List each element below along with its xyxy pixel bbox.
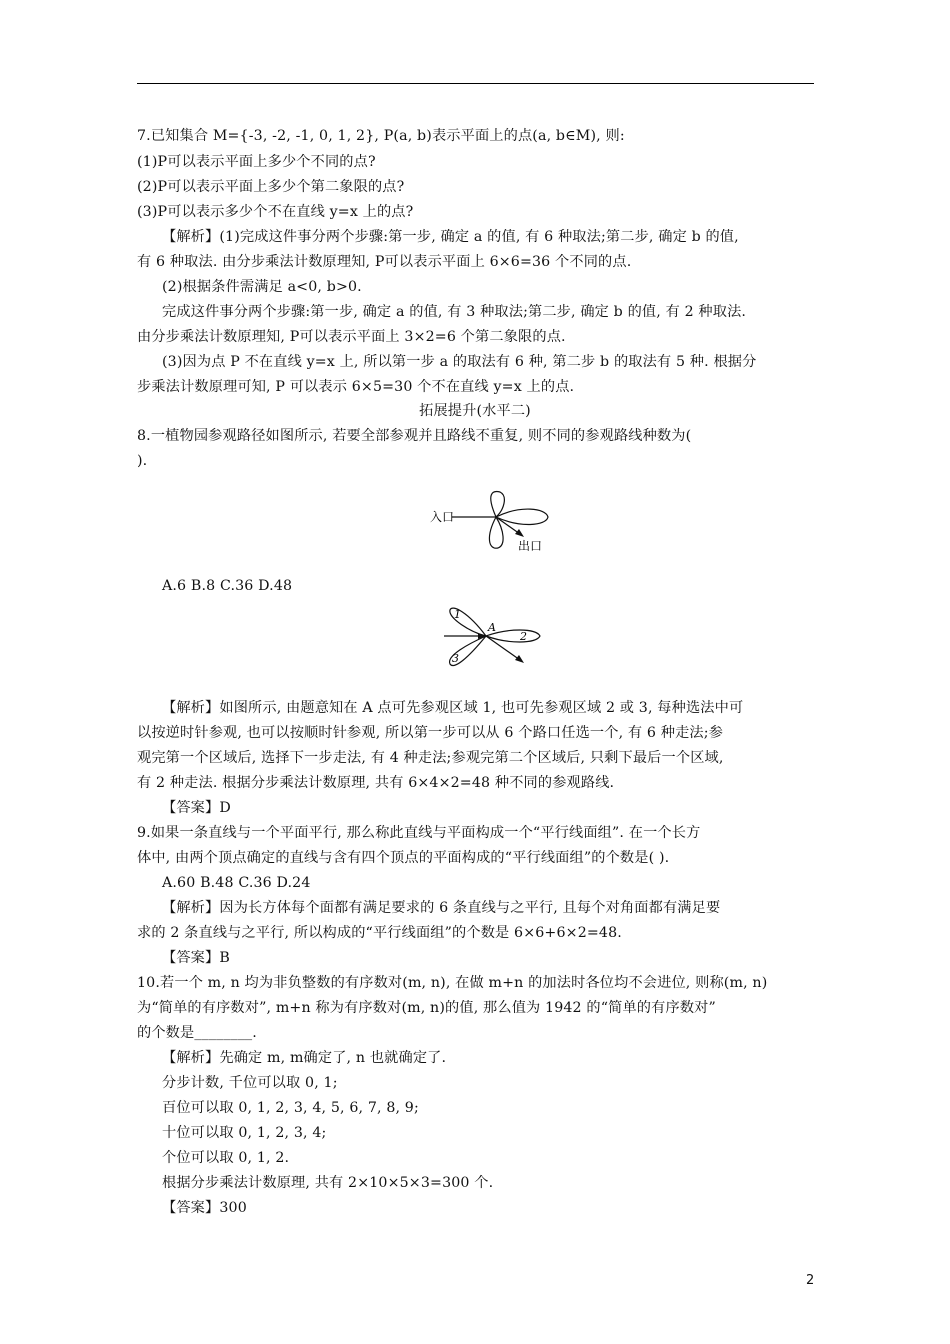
q7-solution-line: (2)根据条件需满足 a<0, b>0. bbox=[162, 279, 362, 295]
q8-answer: 【答案】D bbox=[162, 800, 231, 816]
labeled-regions-figure bbox=[438, 598, 550, 674]
q10-stem: 10.若一个 m, n 均为非负整数的有序数对(m, n), 在做 m+n 的加法时各位均不会进位, 则称(m, n) bbox=[137, 975, 768, 991]
q7-part1: (1)P可以表示平面上多少个不同的点? bbox=[137, 154, 376, 170]
q7-solution-line: 步乘法计数原理可知, P 可以表示 6×5=30 个不在直线 y=x 上的点. bbox=[137, 379, 575, 395]
q10-answer: 【答案】300 bbox=[162, 1200, 247, 1216]
q10-solution-line: 个位可以取 0, 1, 2. bbox=[162, 1150, 290, 1166]
q7-solution-line: 完成这件事分两个步骤:第一步, 确定 a 的值, 有 3 种取法;第二步, 确定 b 的值, 有 2 种取法. bbox=[162, 304, 747, 320]
q9-solution-line: 【解析】因为长方体每个面都有满足要求的 6 条直线与之平行, 且每个对角面都有满足要 bbox=[162, 900, 721, 916]
q7-solution-line: 由分步乘法计数原理知, P可以表示平面上 3×2=6 个第二象限的点. bbox=[137, 329, 566, 345]
page-number: 2 bbox=[806, 1273, 815, 1288]
q8-options: A.6 B.8 C.36 D.48 bbox=[162, 578, 293, 594]
q10-stem: 的个数是________. bbox=[137, 1025, 257, 1041]
exit-line bbox=[486, 636, 520, 660]
q7-part3: (3)P可以表示多少个不在直线 y=x 上的点? bbox=[137, 204, 414, 220]
q8-solution-line: 以按逆时针参观, 也可以按顺时针参观, 所以第一步可以从 6 个路口任选一个, 有 6 种走法;参 bbox=[137, 725, 724, 741]
q10-solution-line: 百位可以取 0, 1, 2, 3, 4, 5, 6, 7, 8, 9; bbox=[162, 1100, 419, 1116]
exit-arrow bbox=[515, 655, 524, 663]
garden-path-figure bbox=[420, 488, 560, 556]
q10-solution-line: 十位可以取 0, 1, 2, 3, 4; bbox=[162, 1125, 327, 1141]
q10-solution-line: 分步计数, 千位可以取 0, 1; bbox=[162, 1075, 338, 1091]
exit-line bbox=[496, 517, 520, 534]
q9-solution-line: 求的 2 条直线与之平行, 所以构成的“平行线面组”的个数是 6×6+6×2=48. bbox=[137, 925, 622, 941]
exit-arrow bbox=[515, 529, 524, 537]
exit-label: 出口 bbox=[518, 539, 543, 553]
q10-solution-line: 根据分步乘法计数原理, 共有 2×10×5×3=300 个. bbox=[162, 1175, 494, 1191]
q8-solution-line: 观完第一个区域后, 选择下一步走法, 有 4 种走法;参观完第二个区域后, 只剩下最后一个区域, bbox=[137, 750, 724, 766]
region-3-label: 3 bbox=[452, 652, 459, 665]
q8-stem: 8.一植物园参观路径如图所示, 若要全部参观并且路线不重复, 则不同的参观路线种数为( bbox=[137, 428, 692, 444]
q7-solution-line: 【解析】(1)完成这件事分两个步骤:第一步, 确定 a 的值, 有 6 种取法;第二步, 确定 b 的值, bbox=[162, 229, 739, 245]
lower-loop bbox=[489, 517, 503, 548]
header-rule bbox=[137, 83, 814, 84]
section-heading: 拓展提升(水平二) bbox=[419, 403, 531, 419]
q8-stem-end: ). bbox=[137, 453, 148, 469]
region-1-label: 1 bbox=[454, 608, 461, 621]
upper-loop bbox=[491, 492, 505, 517]
q9-answer: 【答案】B bbox=[162, 950, 230, 966]
q7-solution-line: 有 6 种取法. 由分步乘法计数原理知, P可以表示平面上 6×6=36 个不同的点. bbox=[137, 254, 632, 270]
entrance-label: 入口 bbox=[430, 510, 455, 524]
q8-solution-line: 【解析】如图所示, 由题意知在 A 点可先参观区域 1, 也可先参观区域 2 或 3, 每种选法中可 bbox=[162, 700, 744, 716]
q9-options: A.60 B.48 C.36 D.24 bbox=[162, 875, 311, 891]
point-a-label: A bbox=[488, 621, 496, 634]
q9-stem: 体中, 由两个顶点确定的直线与含有四个顶点的平面构成的“平行线面组”的个数是( ). bbox=[137, 850, 670, 866]
q9-stem: 9.如果一条直线与一个平面平行, 那么称此直线与平面构成一个“平行线面组”. 在一个长方 bbox=[137, 825, 701, 841]
q7-solution-line: (3)因为点 P 不在直线 y=x 上, 所以第一步 a 的取法有 6 种, 第二步 b 的取法有 5 种. 根据分 bbox=[162, 354, 757, 370]
q7-part2: (2)P可以表示平面上多少个第二象限的点? bbox=[137, 179, 405, 195]
q10-solution-line: 【解析】先确定 m, m确定了, n 也就确定了. bbox=[162, 1050, 447, 1066]
q7-stem: 7.已知集合 M={-3, -2, -1, 0, 1, 2}, P(a, b)表示平面上的点(a, b∈M), 则: bbox=[137, 128, 625, 144]
q10-stem: 为“简单的有序数对”, m+n 称为有序数对(m, n)的值, 那么值为 1942 的“简单的有序数对” bbox=[137, 1000, 716, 1016]
q8-solution-line: 有 2 种走法. 根据分步乘法计数原理, 共有 6×4×2=48 种不同的参观路线. bbox=[137, 775, 615, 791]
region-2-label: 2 bbox=[520, 630, 527, 643]
